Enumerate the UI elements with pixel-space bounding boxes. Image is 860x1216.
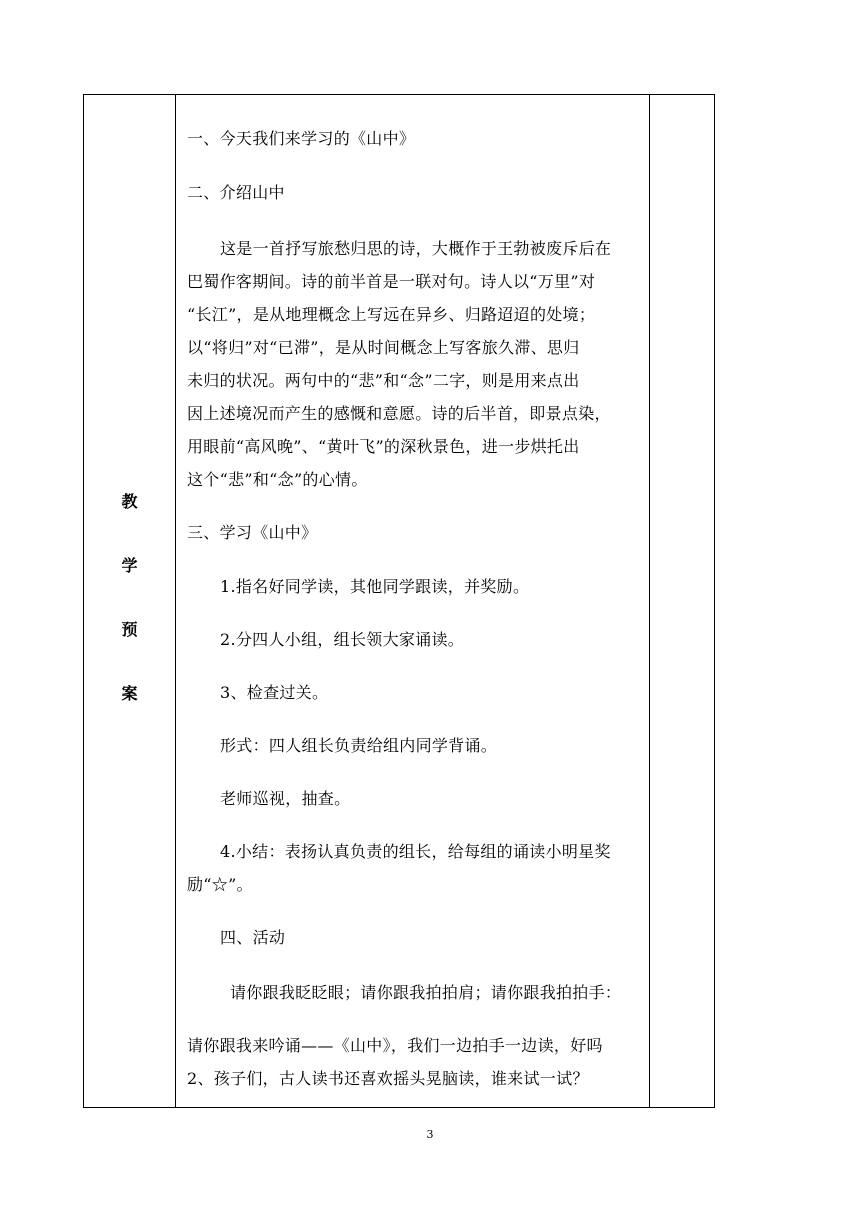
activity-line: 2、孩子们，古人读书还喜欢摇头晃脑读，谁来试一试？ <box>187 1069 589 1088</box>
lesson-plan-table <box>83 94 715 1108</box>
activity-line: 请你跟我来吟诵——《山中》，我们一边拍手一边读，好吗 <box>187 1036 603 1055</box>
side-label-char: 教 <box>121 492 138 511</box>
section-heading: 四、活动 <box>220 928 286 947</box>
side-label-char: 预 <box>121 620 138 639</box>
step-line: 老师巡视，抽查。 <box>220 789 351 808</box>
step-line: 3、检查过关。 <box>220 683 329 702</box>
side-label-char: 学 <box>121 556 138 575</box>
step-line: 励“☆”。 <box>187 875 253 894</box>
side-label-char: 案 <box>121 684 138 703</box>
activity-line: 请你跟我眨眨眼；请你跟我拍拍肩；请你跟我拍拍手： <box>230 983 622 1002</box>
step-line: 2.分四人小组，组长领大家诵读。 <box>220 630 465 649</box>
section-heading: 三、学习《山中》 <box>187 523 318 542</box>
paragraph-line: 用眼前“高风晚”、“黄叶飞”的深秋景色，进一步烘托出 <box>187 437 580 456</box>
column-divider-right <box>649 95 650 1107</box>
step-line: 4.小结：表扬认真负责的组长，给每组的诵读小明星奖 <box>220 842 611 861</box>
step-line: 1.指名好同学读，其他同学跟读，并奖励。 <box>220 577 530 596</box>
paragraph-line: 以“将归”对“已滞”，是从时间概念上写客旅久滞、思归 <box>187 338 580 357</box>
paragraph-line: 巴蜀作客期间。诗的前半首是一联对句。诗人以“万里”对 <box>187 272 596 291</box>
column-divider-left <box>175 95 176 1107</box>
paragraph-line: “长江”，是从地理概念上写远在异乡、归路迢迢的处境； <box>187 305 596 324</box>
paragraph-line: 未归的状况。两句中的“悲”和“念”二字，则是用来点出 <box>187 371 580 390</box>
section-heading: 二、介绍山中 <box>187 183 285 202</box>
side-label-teaching-plan <box>84 490 175 746</box>
paragraph-line: 这是一首抒写旅愁归思的诗，大概作于王勃被废斥后在 <box>220 239 612 258</box>
step-line: 形式：四人组长负责给组内同学背诵。 <box>220 736 498 755</box>
paragraph-line: 这个“悲”和“念”的心情。 <box>187 470 368 489</box>
paragraph-line: 因上述境况而产生的感慨和意愿。诗的后半首，即景点染， <box>187 404 611 423</box>
page-number: 3 <box>426 1128 434 1141</box>
section-heading: 一、今天我们来学习的《山中》 <box>187 129 416 148</box>
